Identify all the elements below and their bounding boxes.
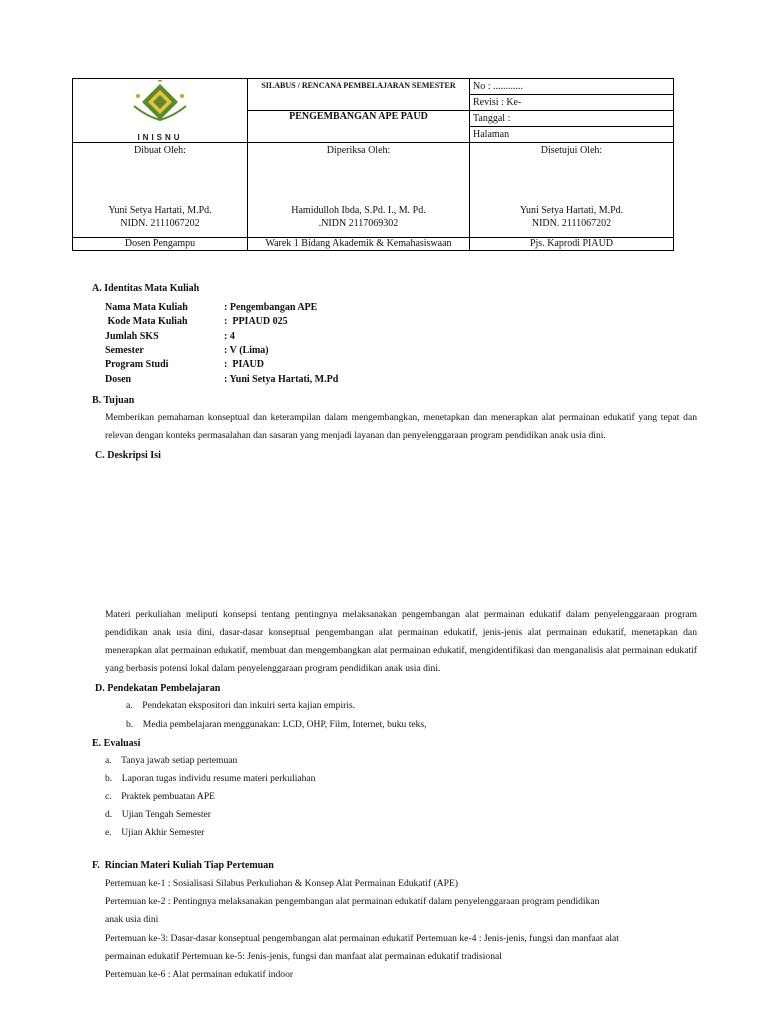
signer-approver: [470, 143, 674, 238]
list-item: b. Laporan tugas individu resume materi perkuliahan: [105, 773, 316, 784]
identity-label: Semester: [105, 345, 144, 356]
section-b-text: Memberikan pemahaman konseptual dan keterampilan dalam mengembangkan, menetapkan dan menerapkan alat permainan edukatif yang tepat dan relevan dengan konteks permasalahan dan sasaran yang menjadi layanan dan penyelenggaraan program pendidikan anak usia dini.: [105, 412, 697, 441]
identity-label: Kode Mata Kuliah: [105, 316, 188, 327]
section-c-text: Materi perkuliahan meliputi konsepsi tentang pentingnya melaksanakan pengembangan alat permainan edukatif dalam penyelenggaraan program pendidikan anak usia dini, dasar-dasar konseptual pengembangan alat permainan edukatif, jenis-jenis alat permainan edukatif, menetapkan dan menerapkan alat permainan edukatif, membuat dan mengembangkan alat permainan edukatif, mengidentifikasi dan menganalisis alat permainan edukatif yang berbasis potensi lokal dalam penyelenggaraan program pendidikan anak usia dini.: [105, 609, 697, 674]
meta-revisi: Revisi : Ke-: [470, 95, 674, 111]
signer-name: Yuni Setya Hartati, M.Pd.: [108, 205, 212, 216]
meta-tanggal: Tanggal :: [470, 111, 674, 127]
list-item: d. Ujian Tengah Semester: [105, 809, 211, 820]
signer-position: Pjs. Kaprodi PIAUD: [470, 238, 674, 251]
identity-label: Dosen: [105, 374, 132, 385]
list-item: a. Pendekatan ekspositori dan inkuiri serta kajian empiris.: [126, 700, 356, 711]
signer-nidn: .NIDN 2117069302: [318, 218, 399, 229]
list-item: b. Media pembelajaran menggunakan: LCD, OHP, Film, Internet, buku teks,: [126, 719, 427, 730]
identity-value: : PIAUD: [224, 359, 264, 370]
section-a-title: A. Identitas Mata Kuliah: [92, 283, 200, 294]
university-logo-icon: [125, 80, 195, 138]
logo-text: INISNU: [137, 132, 183, 142]
section-d-title: D. Pendekatan Pembelajaran: [95, 683, 221, 694]
course-title-cell: [248, 111, 470, 143]
meeting-line: Pertemuan ke-2 : Pentingnya melaksanakan pengembangan alat permainan edukatif dalam penyelenggaraan program pendidikan: [105, 896, 600, 907]
header-table: [72, 78, 674, 251]
course-title: PENGEMBANGAN APE PAUD: [289, 111, 428, 122]
list-item: e. Ujian Akhir Semester: [105, 827, 205, 838]
signer-role: Diperiksa Oleh:: [326, 145, 391, 156]
signer-name: Hamidulloh Ibda, S.Pd. I., M. Pd.: [291, 205, 426, 216]
signer-name: Yuni Setya Hartati, M.Pd.: [519, 205, 624, 216]
section-e-title: E. Evaluasi: [92, 738, 141, 749]
meeting-line: Pertemuan ke-3: Dasar-dasar konseptual pengembangan alat permainan edukatif Pertemuan ke-4 : Jenis-jenis, fungsi dan manfaat alat: [105, 933, 619, 944]
identity-value: : Pengembangan APE: [224, 302, 318, 313]
identity-label: Jumlah SKS: [105, 331, 159, 342]
signer-role: Disetujui Oleh:: [540, 145, 603, 156]
meeting-line: permainan edukatif Pertemuan ke-5: Jenis-jenis, fungsi dan manfaat alat permainan edukatif tradisional: [105, 951, 502, 962]
identity-value: : PPIAUD 025: [224, 316, 288, 327]
list-item: c. Praktek pembuatan APE: [105, 791, 216, 802]
section-c-title: C. Deskripsi Isi: [95, 450, 161, 461]
identity-label: Nama Mata Kuliah: [105, 302, 188, 313]
meeting-line: Pertemuan ke-6 : Alat permainan edukatif indoor: [105, 969, 294, 980]
signer-reviewer: [248, 143, 470, 238]
signer-nidn: NIDN. 2111067202: [120, 218, 200, 229]
signer-creator: [73, 143, 248, 238]
section-f-title: F. Rincian Materi Kuliah Tiap Pertemuan: [92, 860, 274, 871]
signer-position: Dosen Pengampu: [73, 238, 248, 251]
logo-cell: [73, 79, 248, 143]
meta-halaman: Halaman: [470, 127, 674, 143]
identity-value: : Yuni Setya Hartati, M.Pd: [224, 374, 339, 385]
document-type-title: SILABUS / RENCANA PEMBELAJARAN SEMESTER: [261, 81, 456, 90]
section-b-title: B. Tujuan: [92, 395, 135, 406]
signer-nidn: NIDN. 2111067202: [531, 218, 612, 229]
signer-role: Dibuat Oleh:: [134, 145, 186, 156]
meeting-line: Pertemuan ke-1 : Sosialisasi Silabus Perkuliahan & Konsep Alat Permainan Edukatif (APE): [105, 878, 459, 889]
meeting-line: anak usia dini: [105, 914, 159, 925]
identity-value: : 4: [224, 331, 235, 342]
list-item: a. Tanya jawab setiap pertemuan: [105, 755, 238, 766]
identity-label: Program Studi: [105, 359, 169, 370]
signer-position: Warek 1 Bidang Akademik & Kemahasiswaan: [248, 238, 470, 251]
meta-no: No : ............: [470, 79, 674, 95]
title-cell: [248, 79, 470, 111]
identity-value: : V (Lima): [224, 345, 269, 356]
